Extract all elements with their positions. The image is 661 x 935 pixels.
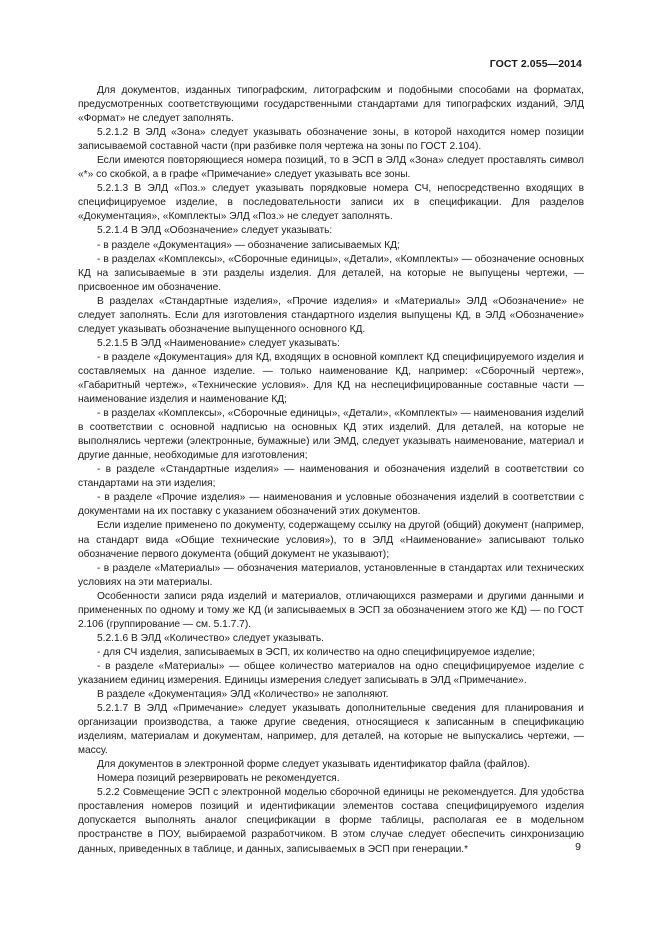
paragraph: - в разделах «Комплексы», «Сборочные единицы», «Детали», «Комплекты» — обозначение основных КД на записываемые в эти разделы изделия. Для деталей, на которые не выпущены чертежи, — присвоенное им обозначение. <box>78 253 584 293</box>
paragraph: 5.2.2 Совмещение ЭСП с электронной моделью сборочной единицы не рекомендуется. Для удобства проставления номеров позиций и идентификации элементов состава специфицируемого изделия допускается выполнять аналог спецификации в форме таблицы, располагая ее в модельном пространстве в ПОУ, выбираемой разработчиком. В этом случае следует обеспечить синхронизацию данных, приведенных в таблице, и данных, записываемых в ЭСП при генерации.* <box>78 787 584 855</box>
body-text <box>78 84 584 857</box>
paragraph: - в разделе «Документация» — обозначение записываемых КД; <box>97 239 400 251</box>
paragraph: 5.2.1.6 В ЭЛД «Количество» следует указывать. <box>97 632 324 644</box>
paragraph: - в разделе «Материалы» — обозначения материалов, установленные в стандартах или технических условиях на эти материалы. <box>78 562 584 588</box>
paragraph: Для документов в электронной форме следует указывать идентификатор файла (файлов). <box>97 759 531 771</box>
paragraph: Если имеются повторяющиеся номера позиций, то в ЭСП в ЭЛД «Зона» следует проставлять символ «*» со скобкой, а в графе «Примечание» следует указывать все зоны. <box>78 155 584 181</box>
paragraph: - в разделе «Материалы» — общее количество материалов на одно специфицируемое изделие с указанием единиц измерения. Единицы измерения следует записывать в ЭЛД «Примечание». <box>78 660 584 686</box>
paragraph: Для документов, изданных типографским, литографским и подобными способами на форматах, предусмотренных соответствующими государственными стандартами для типографских изданий, ЭЛД «Формат» не следует заполнять. <box>78 85 584 125</box>
paragraph: Номера позиций резервировать не рекомендуется. <box>97 773 340 785</box>
paragraph: В разделе «Документация» ЭЛД «Количество» не заполняют. <box>97 689 389 701</box>
document-id-header: ГОСТ 2.055—2014 <box>489 58 582 70</box>
paragraph: 5.2.1.7 В ЭЛД «Примечание» следует указывать дополнительные сведения для планирования и организации производства, а также другие сведения, относящиеся к записанным в спецификацию изделиям, материалам и документам, например, для деталей, на которые не выпускались чертежи, — массу. <box>78 703 584 757</box>
paragraph: 5.2.1.4 В ЭЛД «Обозначение» следует указывать: <box>97 225 333 237</box>
paragraph: 5.2.1.3 В ЭЛД «Поз.» следует указывать порядковые номера СЧ, непосредственно входящих в специфицируемое изделие, в последовательности записи их в спецификации. Для разделов «Документация», «Комплекты» ЭЛД «Поз.» не следует заполнять. <box>78 183 584 223</box>
paragraph: 5.2.1.2 В ЭЛД «Зона» следует указывать обозначение зоны, в которой находится номер позиции записываемой составной части (при разбивке поля чертежа на зоны по ГОСТ 2.104). <box>78 127 584 153</box>
page-number: 9 <box>575 841 581 853</box>
paragraph: - в разделе «Прочие изделия» — наименования и условные обозначения изделий в соответствии с документами на их поставку с указанием обозначений этих документов. <box>78 492 584 518</box>
paragraph: - в разделах «Комплексы», «Сборочные единицы», «Детали», «Комплекты» — наименования изделий в соответствии с основной надписью на основных КД этих изделий. Для деталей, на которые не выполнялись чертежи (электронные, бумажные) или ЭМД, следует указывать наименование, материал и другие данные, необходимые для изготовления; <box>78 408 584 462</box>
paragraph: 5.2.1.5 В ЭЛД «Наименование» следует указывать: <box>97 337 340 349</box>
paragraph: - в разделе «Стандартные изделия» — наименования и обозначения изделий в соответствии со стандартами на эти изделия; <box>78 464 584 490</box>
paragraph: - для СЧ изделия, записываемых в ЭСП, их количество на одно специфицируемое изделие; <box>97 646 535 658</box>
paragraph: Если изделие применено по документу, содержащему ссылку на другой (общий) документ (например, на стандарт вида «Общие технические условия»), то в ЭЛД «Наименование» записывают только обозначение первого документа (общий документ не указывают); <box>78 520 584 560</box>
paragraph: - в разделе «Документация» для КД, входящих в основной комплект КД специфицируемого изделия и составляемых на данное изделие. — только наименование КД, например: «Сборочный чертеж», «Габаритный чертеж», «Технические условия». Для КД на неспецифицированные составные части — наименование изделия и наименование КД; <box>78 351 584 406</box>
paragraph: В разделах «Стандартные изделия», «Прочие изделия» и «Материалы» ЭЛД «Обозначение» не следует заполнять. Если для изготовления стандартного изделия выпущены КД, в ЭЛД «Обозначение» следует указывать обозначение выпущенного основного КД. <box>78 295 584 335</box>
paragraph: Особенности записи ряда изделий и материалов, отличающихся размерами и другими данными и примененных по одному и тому же КД (и записываемых в ЭСП за обозначением этого же КД) — по ГОСТ 2.106 (группирование — см. 5.1.7.7). <box>78 590 584 630</box>
